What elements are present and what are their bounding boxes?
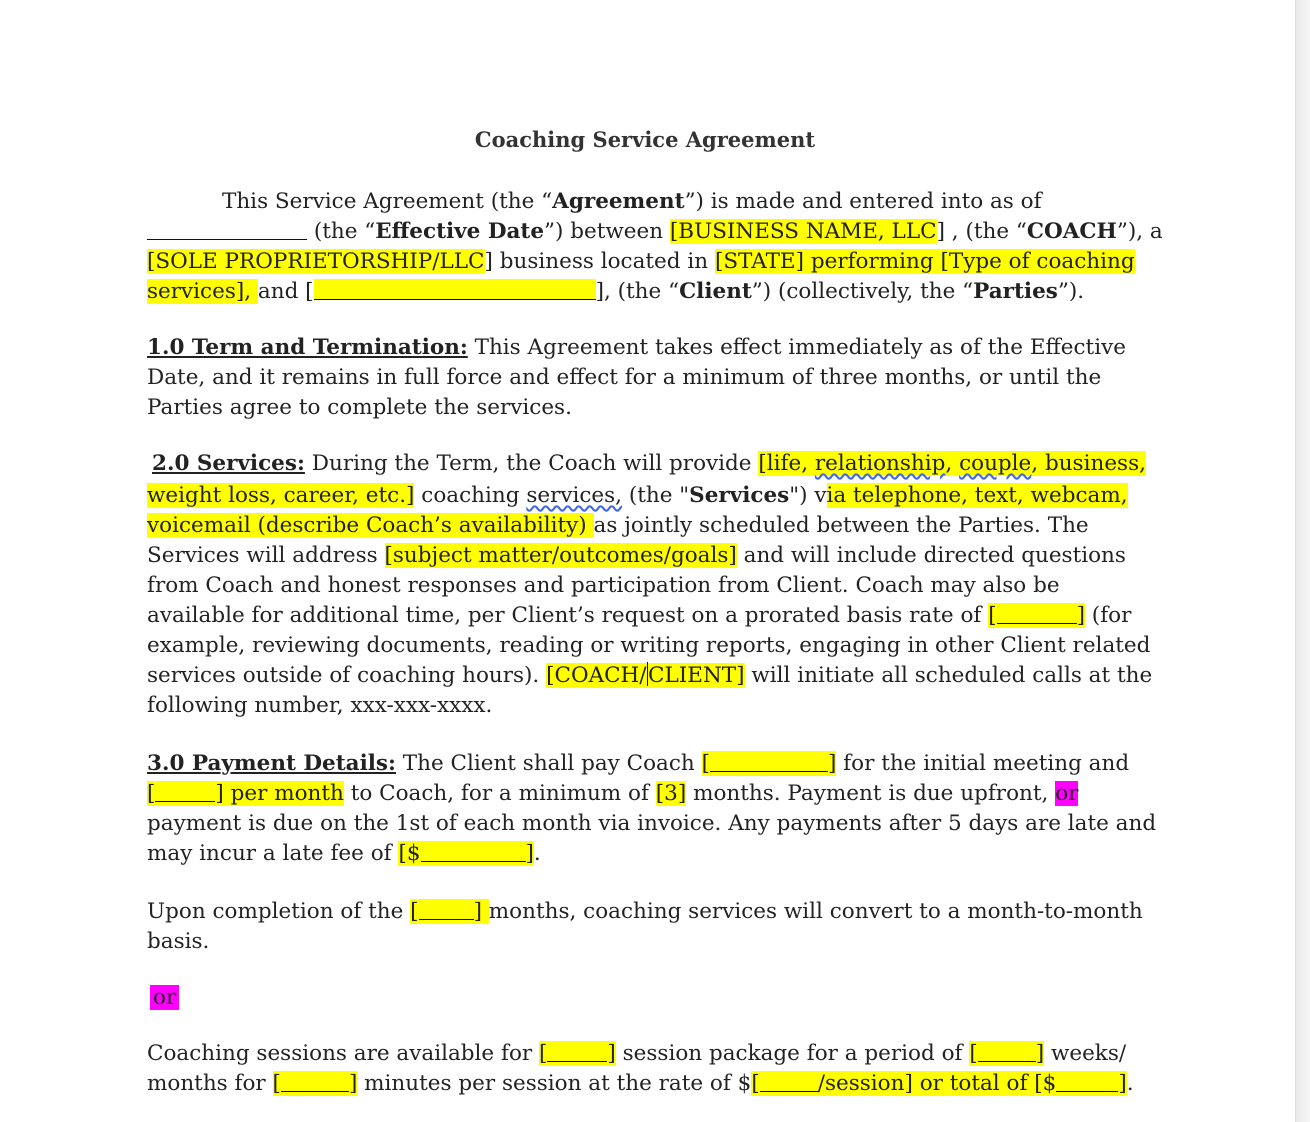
text: at the rate of $ bbox=[581, 1071, 752, 1096]
text: ”). bbox=[1057, 279, 1085, 304]
coaching-areas-field[interactable] bbox=[758, 451, 1146, 476]
text: ], (the “ bbox=[595, 279, 680, 304]
text-line: basis. bbox=[147, 929, 210, 954]
session-rate-field[interactable] bbox=[751, 1071, 1126, 1096]
text: , business, bbox=[1031, 451, 1146, 476]
text-bold: Parties bbox=[973, 279, 1058, 304]
text: months, coaching services will convert to a month-to-month bbox=[488, 899, 1143, 924]
minutes-blank bbox=[281, 1071, 349, 1092]
text: , bbox=[945, 451, 960, 476]
document-title: Coaching Service Agreement bbox=[474, 127, 816, 152]
business-name-field[interactable]: [BUSINESS NAME, LLC bbox=[669, 219, 937, 244]
text: and will include directed questions bbox=[736, 543, 1126, 568]
text: and [ bbox=[257, 279, 314, 304]
text: (the “ bbox=[307, 219, 376, 244]
text: This Agreement takes effect immediately as of the Effective bbox=[467, 335, 1126, 360]
state-coaching-type-field[interactable]: [STATE] performing [Type of coaching bbox=[714, 249, 1135, 274]
text: ”) (collectively, the “ bbox=[751, 279, 974, 304]
months-blank bbox=[419, 899, 474, 920]
spellcheck-word: relationship bbox=[814, 451, 946, 476]
section-payment bbox=[147, 749, 1157, 869]
text: During the Term, the Coach will provide bbox=[304, 451, 759, 476]
client-name-blank[interactable] bbox=[314, 279, 596, 300]
text: ") v bbox=[789, 483, 827, 508]
section-heading: 2.0 Services: bbox=[152, 451, 305, 476]
or-option-marker: or bbox=[150, 985, 179, 1010]
total-blank bbox=[1056, 1071, 1118, 1092]
text: [ bbox=[988, 603, 997, 628]
spellcheck-word: services, bbox=[526, 483, 623, 508]
text: ”) is made and entered into as of bbox=[684, 189, 1042, 214]
text: [ bbox=[969, 1041, 978, 1066]
text: This Service Agreement (the “ bbox=[222, 189, 553, 214]
session-package-blank bbox=[547, 1041, 607, 1062]
text-line: Parties agree to complete the services. bbox=[147, 395, 572, 420]
text: ] bbox=[348, 1071, 358, 1096]
text: as jointly scheduled between the Parties. The bbox=[593, 513, 1089, 538]
text: ”) between bbox=[544, 219, 670, 244]
text: [ bbox=[410, 899, 419, 924]
text: ] per month bbox=[215, 781, 344, 806]
text: ] bbox=[525, 841, 534, 866]
monthly-fee-field[interactable] bbox=[147, 781, 344, 806]
text: months for bbox=[147, 1071, 273, 1096]
text-bold: Agreement bbox=[552, 189, 685, 214]
period-field[interactable] bbox=[969, 1041, 1044, 1066]
text: weeks/ bbox=[1044, 1041, 1127, 1066]
text-line: following number, xxx-xxx-xxxx. bbox=[147, 693, 493, 718]
text: ] business located in bbox=[484, 249, 715, 274]
rate-field[interactable] bbox=[988, 603, 1085, 628]
text: months. Payment is due upfront, bbox=[686, 781, 1056, 806]
monthly-fee-blank bbox=[155, 781, 215, 802]
text-bold: Services bbox=[689, 483, 790, 508]
rate-blank bbox=[997, 603, 1077, 624]
caller-field[interactable] bbox=[546, 663, 744, 688]
text: ] bbox=[827, 751, 837, 776]
text: [ bbox=[272, 1071, 281, 1096]
section-heading: 3.0 Payment Details: bbox=[147, 751, 396, 776]
or-paragraph bbox=[147, 983, 1147, 1013]
coaching-type-field[interactable]: services], bbox=[147, 279, 258, 304]
entity-type-field[interactable]: [SOLE PROPRIETORSHIP/LLC bbox=[147, 249, 485, 274]
text: . bbox=[1126, 1071, 1134, 1096]
spellcheck-word: couple bbox=[959, 451, 1032, 476]
text: ] bbox=[607, 1041, 616, 1066]
text: Upon completion of the bbox=[147, 899, 411, 924]
text-line: example, reviewing documents, reading or writing reports, engaging in other Client related bbox=[147, 633, 1151, 658]
text: (the " bbox=[622, 483, 690, 508]
text: available for additional time, per Client’s request on a prorated basis rate of bbox=[147, 603, 989, 628]
text: [ bbox=[147, 781, 156, 806]
text-line: payment is due on the 1st of each month via invoice. Any payments after 5 days are late and bbox=[147, 811, 1157, 836]
subject-matter-field[interactable]: [subject matter/outcomes/goals] bbox=[384, 543, 737, 568]
text: [COACH/ bbox=[546, 663, 647, 688]
text: session package for a period of bbox=[615, 1041, 970, 1066]
intro-paragraph bbox=[147, 187, 1163, 307]
text: [ bbox=[539, 1041, 548, 1066]
late-fee-blank bbox=[421, 841, 526, 862]
text-bold: Client bbox=[679, 279, 752, 304]
section-services bbox=[147, 449, 1153, 721]
text: [ bbox=[701, 751, 710, 776]
text: ] bbox=[1035, 1041, 1045, 1066]
sessions-paragraph bbox=[147, 1039, 1147, 1099]
page-edge bbox=[1295, 0, 1310, 1122]
text-line: Date, and it remains in full force and effect for a minimum of three months, or until the bbox=[147, 365, 1102, 390]
text: to Coach, for a minimum of bbox=[343, 781, 656, 806]
text-bold: Effective Date bbox=[375, 219, 545, 244]
initial-fee-field[interactable] bbox=[702, 751, 837, 776]
text: will initiate all scheduled calls at the bbox=[744, 663, 1153, 688]
channels-field[interactable]: ia telephone, text, webcam, bbox=[826, 483, 1128, 508]
text-bold: COACH bbox=[1026, 219, 1117, 244]
text: [life, bbox=[758, 451, 815, 476]
text: The Client shall pay Coach bbox=[395, 751, 702, 776]
text: services outside of coaching hours). bbox=[147, 663, 547, 688]
effective-date-blank[interactable] bbox=[147, 219, 307, 240]
text: CLIENT] bbox=[648, 663, 745, 688]
minutes-field[interactable] bbox=[273, 1071, 358, 1096]
minimum-months-field[interactable]: [3] bbox=[655, 781, 687, 806]
text: [$ bbox=[398, 841, 421, 866]
availability-field[interactable]: voicemail (describe Coach’s availability) bbox=[147, 513, 594, 538]
text: (for bbox=[1084, 603, 1132, 628]
text: ] bbox=[1118, 1071, 1127, 1096]
text: Services will address bbox=[147, 543, 385, 568]
or-option-marker: or bbox=[1055, 781, 1079, 806]
text: ”), a bbox=[1116, 219, 1163, 244]
text: . bbox=[533, 841, 541, 866]
text: coaching bbox=[414, 483, 527, 508]
text-line: from Coach and honest responses and participation from Client. Coach may also be bbox=[147, 573, 1060, 598]
text: ] bbox=[1076, 603, 1085, 628]
initial-fee-blank bbox=[710, 751, 828, 772]
session-package-field[interactable] bbox=[539, 1041, 616, 1066]
section-heading: 1.0 Term and Termination: bbox=[147, 335, 468, 360]
text: [ bbox=[751, 1071, 760, 1096]
rate-per-session-blank bbox=[760, 1071, 818, 1092]
text: Coaching sessions are available for bbox=[147, 1041, 539, 1066]
section-term bbox=[147, 333, 1147, 423]
text: ] bbox=[473, 899, 489, 924]
coaching-areas-field[interactable]: weight loss, career, etc.] bbox=[147, 483, 415, 508]
text: minutes per session bbox=[357, 1071, 582, 1096]
text: may incur a late fee of bbox=[147, 841, 399, 866]
conversion-paragraph bbox=[147, 897, 1147, 957]
text: ] , (the “ bbox=[936, 219, 1027, 244]
text: /session] or total of [$ bbox=[817, 1071, 1057, 1096]
period-blank bbox=[978, 1041, 1036, 1062]
text: for the initial meeting and bbox=[836, 751, 1130, 776]
late-fee-field[interactable] bbox=[398, 841, 533, 866]
months-field[interactable] bbox=[410, 899, 489, 924]
